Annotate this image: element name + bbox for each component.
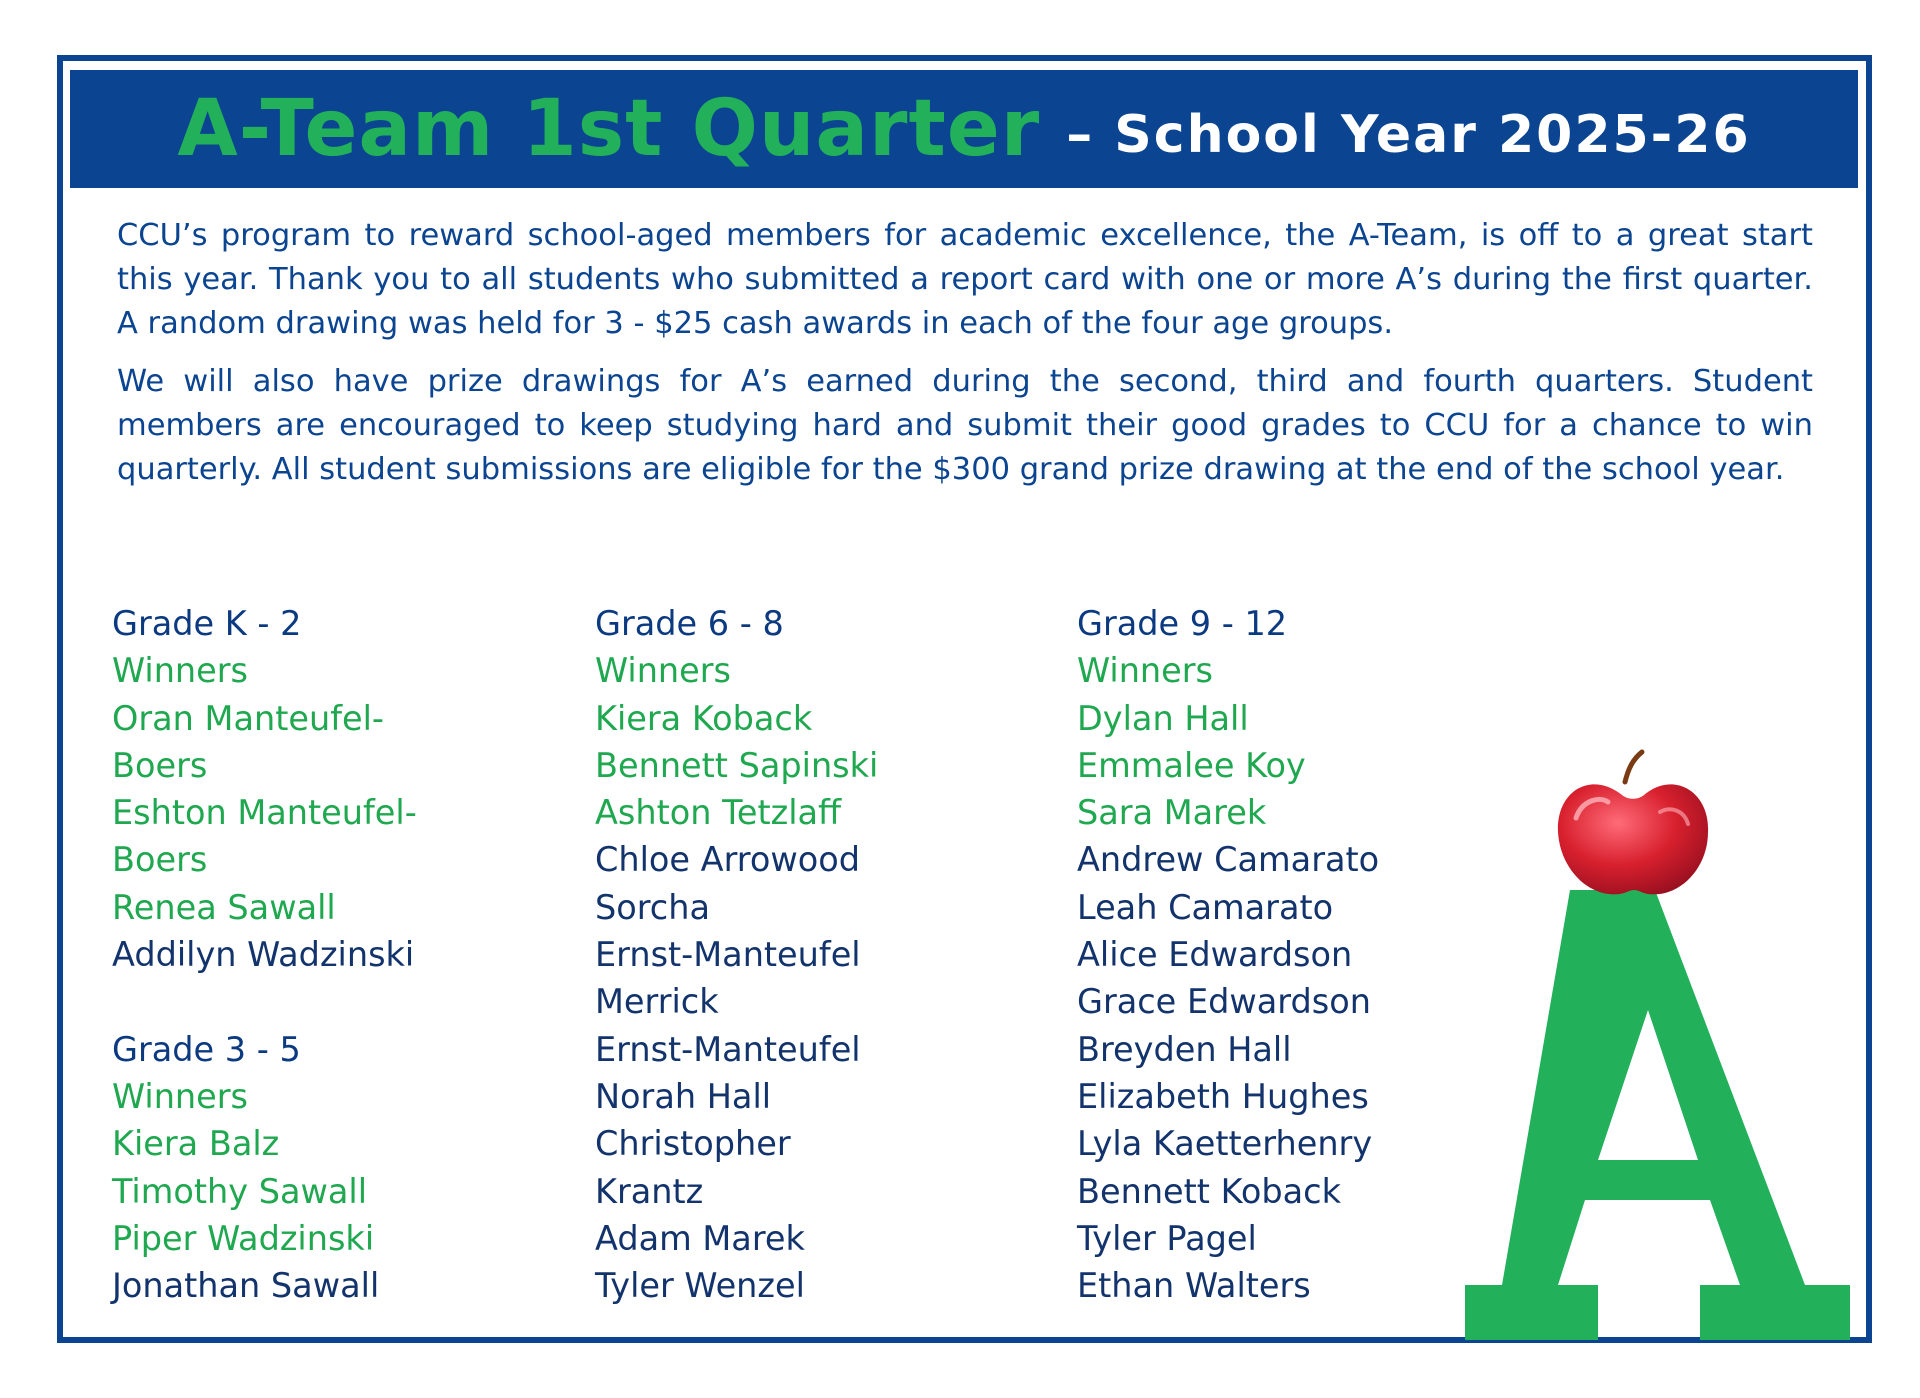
member-name: Lyla Kaetterhenry — [1077, 1124, 1373, 1164]
member-name: Grace Edwardson — [1077, 982, 1371, 1022]
intro-paragraph-2: We will also have prize drawings for A’s earned during the second, third and fourth quarters. Student members are encouraged to keep studying hard and submit their good grades to CCU for a chance to win quarterly. All student submissions are eligible for the $300 grand prize drawing at the end of the school year. — [117, 364, 1813, 487]
member-name: Sorcha — [595, 887, 710, 927]
group-title-3-5: Grade 3 - 5 — [112, 1029, 301, 1069]
winner-name: Emmalee Koy — [1077, 745, 1306, 785]
member-name: Alice Edwardson — [1077, 935, 1353, 975]
column-3 — [1077, 600, 1497, 1309]
member-name: Andrew Camarato — [1077, 840, 1380, 880]
intro-paragraph-1: CCU’s program to reward school-aged members for academic excellence, the A-Team, is off to a great start this year. Thank you to all students who submitted a report card with one or more A’s during the first quarter. A random drawing was held for 3 - $25 cash awards in each of the four age groups. — [117, 218, 1813, 341]
winners-label-k-2: Winners — [112, 651, 248, 691]
member-name: Merrick — [595, 982, 719, 1022]
group-title-9-12: Grade 9 - 12 — [1077, 604, 1288, 643]
winner-name: Boers — [112, 840, 208, 880]
column-1 — [112, 600, 532, 1309]
apple-icon — [1558, 752, 1708, 894]
member-name: Elizabeth Hughes — [1077, 1076, 1369, 1116]
column-2 — [595, 600, 1015, 1309]
member-name: Jonathan Sawall — [112, 1266, 380, 1306]
winner-name: Boers — [112, 745, 208, 785]
letter-a-icon — [1465, 890, 1850, 1340]
winner-name: Renea Sawall — [112, 887, 336, 927]
member-name: Leah Camarato — [1077, 887, 1334, 927]
winner-name: Kiera Koback — [595, 698, 813, 738]
member-name: Breyden Hall — [1077, 1029, 1292, 1069]
member-name: Ernst-Manteufel — [595, 935, 861, 975]
winners-label-9-12: Winners — [1077, 651, 1213, 691]
group-spacer — [112, 978, 532, 1025]
member-name: Tyler Wenzel — [595, 1266, 805, 1306]
page-title: A-Team 1st Quarter — [177, 84, 1041, 174]
winners-label-6-8: Winners — [595, 651, 731, 691]
member-name: Christopher — [595, 1124, 791, 1164]
member-name: Krantz — [595, 1171, 704, 1211]
member-name: Chloe Arrowood — [595, 840, 860, 880]
winner-name: Oran Manteufel- — [112, 698, 384, 738]
member-name: Norah Hall — [595, 1076, 772, 1116]
intro-text — [117, 214, 1813, 506]
winner-name: Timothy Sawall — [112, 1171, 368, 1211]
member-name: Addilyn Wadzinski — [112, 935, 415, 975]
winner-name: Eshton Manteufel- — [112, 793, 417, 833]
member-name: Adam Marek — [595, 1218, 805, 1258]
winner-name: Dylan Hall — [1077, 698, 1249, 738]
winner-name: Sara Marek — [1077, 793, 1267, 833]
winners-label-3-5: Winners — [112, 1076, 248, 1116]
winner-name: Ashton Tetzlaff — [595, 793, 842, 833]
group-title-k-2: Grade K - 2 — [112, 604, 302, 643]
page-subtitle: – School Year 2025-26 — [1066, 105, 1751, 165]
member-name: Ethan Walters — [1077, 1266, 1311, 1306]
member-name: Bennett Koback — [1077, 1171, 1341, 1211]
title-banner — [70, 70, 1858, 188]
member-name: Tyler Pagel — [1077, 1218, 1257, 1258]
winner-name: Kiera Balz — [112, 1124, 280, 1164]
letter-a-apple-illustration — [1450, 740, 1880, 1340]
member-name: Ernst-Manteufel — [595, 1029, 861, 1069]
group-title-6-8: Grade 6 - 8 — [595, 604, 784, 643]
winner-name: Bennett Sapinski — [595, 745, 879, 785]
winner-name: Piper Wadzinski — [112, 1218, 375, 1258]
